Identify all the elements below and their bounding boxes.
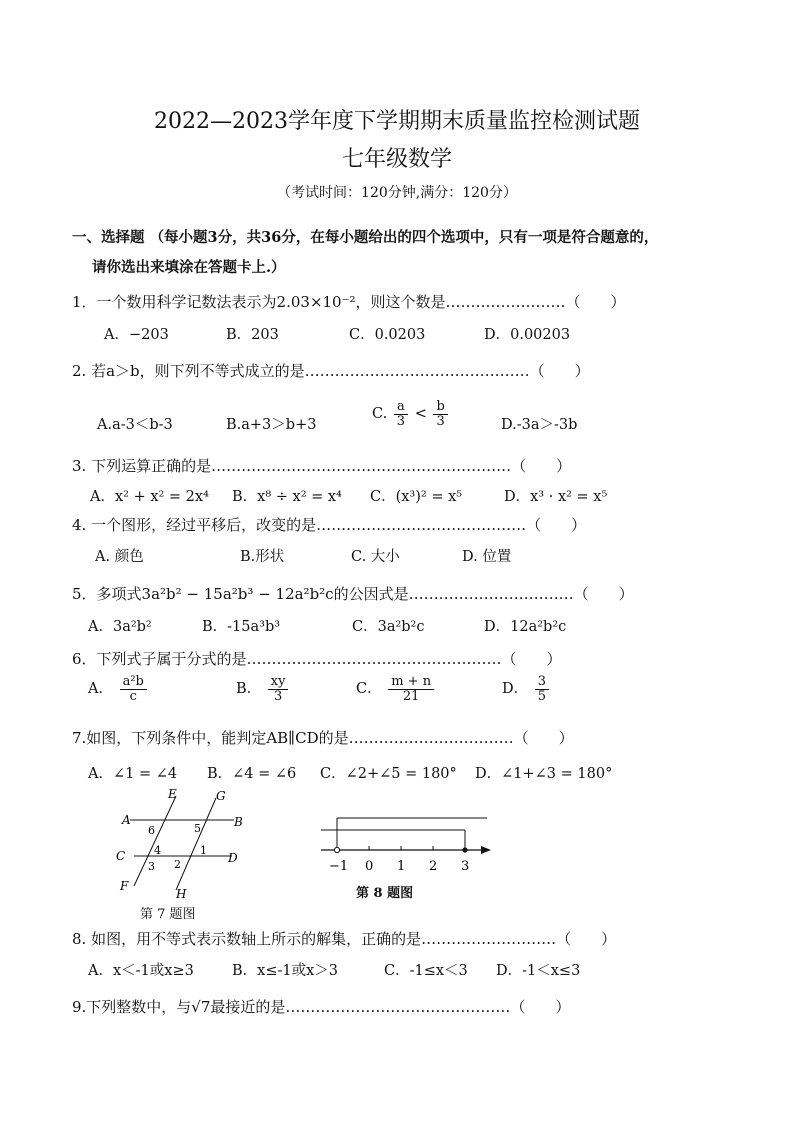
section-heading <box>72 226 658 247</box>
section-instructions: （每小题3分，共36分，在每小题给出的四个选项中，只有一项是符合题意的， <box>149 229 659 246</box>
q5-option-d[interactable]: D．12a²b²c <box>484 619 567 635</box>
tick-label-2: 2 <box>429 859 438 874</box>
q5-option-a[interactable]: A．3a²b² <box>88 619 152 635</box>
q6-option-d[interactable] <box>502 675 551 703</box>
label-d: D <box>228 851 238 865</box>
q2-c-den2: 3 <box>436 413 445 429</box>
closed-dot <box>462 847 467 852</box>
q6-b-den: 3 <box>273 688 283 704</box>
q7-option-a[interactable]: A．∠1 = ∠4 <box>88 766 178 782</box>
angle-2: 2 <box>174 858 181 871</box>
tick-label-neg1: −1 <box>329 859 349 874</box>
label-a: A <box>122 813 131 827</box>
q6-a-num: a²b <box>120 675 147 690</box>
q2-option-c[interactable] <box>372 400 450 428</box>
angle-1: 1 <box>200 844 207 857</box>
angle-5: 5 <box>194 822 201 835</box>
q8-option-b[interactable]: B．x≤-1或x＞3 <box>232 963 339 979</box>
q4-option-c[interactable]: C. 大小 <box>351 549 400 565</box>
figure-7-caption: 第 7 题图 <box>140 907 196 922</box>
angle-6: 6 <box>148 824 155 837</box>
q6-d-label: D． <box>502 681 529 698</box>
q3-option-a[interactable]: A．x² + x² = 2x⁴ <box>90 489 209 505</box>
figure-7-diagram <box>110 786 250 906</box>
q6-a-den: c <box>129 688 137 704</box>
q1-option-c[interactable]: C．0.0203 <box>349 327 426 343</box>
question-7-stem: 7.如图，下列条件中，能判定AB∥CD的是……………………………（ ） <box>72 729 574 747</box>
q4-option-d[interactable]: D. 位置 <box>462 549 512 565</box>
line-gh <box>176 798 216 890</box>
q4-option-a[interactable]: A. 颜色 <box>95 549 144 565</box>
q1-option-a[interactable]: A．−203 <box>104 327 169 343</box>
label-f: F <box>120 879 129 893</box>
q2-c-num1: a <box>394 400 408 415</box>
q3-option-d[interactable]: D．x³ · x² = x⁵ <box>504 489 608 505</box>
exam-info: （考试时间：120分钟,满分：120分） <box>277 185 517 201</box>
q8-option-d[interactable]: D．-1＜x≤3 <box>496 963 581 979</box>
exam-title: 2022—2023学年度下学期期末质量监控检测试题 <box>154 109 640 134</box>
angle-4: 4 <box>154 844 161 857</box>
tick-label-0: 0 <box>365 859 374 874</box>
q6-a-label: A． <box>88 681 113 698</box>
q2-c-num2: b <box>433 400 447 415</box>
q4-option-b[interactable]: B.形状 <box>240 549 285 565</box>
q7-option-b[interactable]: B．∠4 = ∠6 <box>207 766 297 782</box>
figure-8-number-line <box>315 806 495 876</box>
q6-c-num: m + n <box>388 675 434 690</box>
label-e: E <box>168 787 177 801</box>
question-2-stem: 2. 若a＞b，则下列不等式成立的是………………………………………（ ） <box>72 362 590 380</box>
q6-option-a[interactable] <box>88 675 149 703</box>
open-dot <box>334 847 339 852</box>
label-c: C <box>116 849 126 863</box>
q3-option-b[interactable]: B．x⁸ ÷ x² = x⁴ <box>232 489 342 505</box>
q3-option-c[interactable]: C．(x³)² = x⁵ <box>370 489 463 505</box>
figure-8-caption: 第 8 题图 <box>356 886 414 901</box>
q5-option-c[interactable]: C．3a²b²c <box>352 619 425 635</box>
q2-option-c-label: C. <box>372 406 388 423</box>
angle-3: 3 <box>148 860 155 873</box>
question-4-stem: 4. 一个图形，经过平移后，改变的是……………………………………（ ） <box>72 516 587 534</box>
q6-c-den: 21 <box>402 688 420 704</box>
q2-c-den1: 3 <box>396 413 406 429</box>
question-5-stem: 5．多项式3a²b² − 15a²b³ − 12a²b²c的公因式是……………………………（ ） <box>72 585 634 603</box>
label-h: H <box>176 887 187 901</box>
q5-option-b[interactable]: B．-15a³b³ <box>202 619 281 635</box>
label-g: G <box>216 789 226 803</box>
q7-option-c[interactable]: C．∠2+∠5 = 180° <box>320 766 457 782</box>
q2-option-a[interactable]: A.a-3＜b-3 <box>97 417 173 433</box>
question-1-stem: 1．一个数用科学记数法表示为2.03×10⁻²，则这个数是……………………（ ） <box>72 293 626 311</box>
q6-option-b[interactable] <box>236 675 290 703</box>
q1-option-d[interactable]: D．0.00203 <box>484 327 571 343</box>
section-instructions-cont: 请你选出来填涂在答题卡上.） <box>92 259 286 276</box>
question-6-stem: 6．下列式子属于分式的是……………………………………………（ ） <box>72 650 562 668</box>
q7-option-d[interactable]: D．∠1+∠3 = 180° <box>475 766 613 782</box>
q8-option-a[interactable]: A．x＜-1或x≥3 <box>88 963 194 979</box>
question-3-stem: 3. 下列运算正确的是……………………………………………………（ ） <box>72 457 572 475</box>
q2-c-op: < <box>414 406 427 423</box>
section-title: 一、选择题 <box>72 229 145 246</box>
question-8-stem: 8. 如图，用不等式表示数轴上所示的解集，正确的是………………………（ ） <box>72 930 617 948</box>
q8-option-c[interactable]: C．-1≤x＜3 <box>384 963 468 979</box>
q6-d-den: 5 <box>537 688 547 704</box>
exam-subject: 七年级数学 <box>341 147 452 172</box>
q6-b-label: B． <box>236 681 262 698</box>
q2-option-d[interactable]: D.-3a＞-3b <box>501 417 578 433</box>
q6-b-num: xy <box>268 675 289 690</box>
axis-arrow <box>481 846 491 854</box>
label-b: B <box>234 815 243 829</box>
tick-label-3: 3 <box>461 859 470 874</box>
question-9-stem: 9.下列整数中，与√7最接近的是………………………………………（ ） <box>72 998 571 1016</box>
q2-option-b[interactable]: B.a+3＞b+3 <box>226 417 317 433</box>
q1-option-b[interactable]: B．203 <box>226 327 279 343</box>
q6-c-label: C． <box>356 681 382 698</box>
tick-label-1: 1 <box>397 859 406 874</box>
q6-option-c[interactable] <box>356 675 436 703</box>
q6-d-num: 3 <box>535 675 549 690</box>
line-ef <box>134 796 176 886</box>
